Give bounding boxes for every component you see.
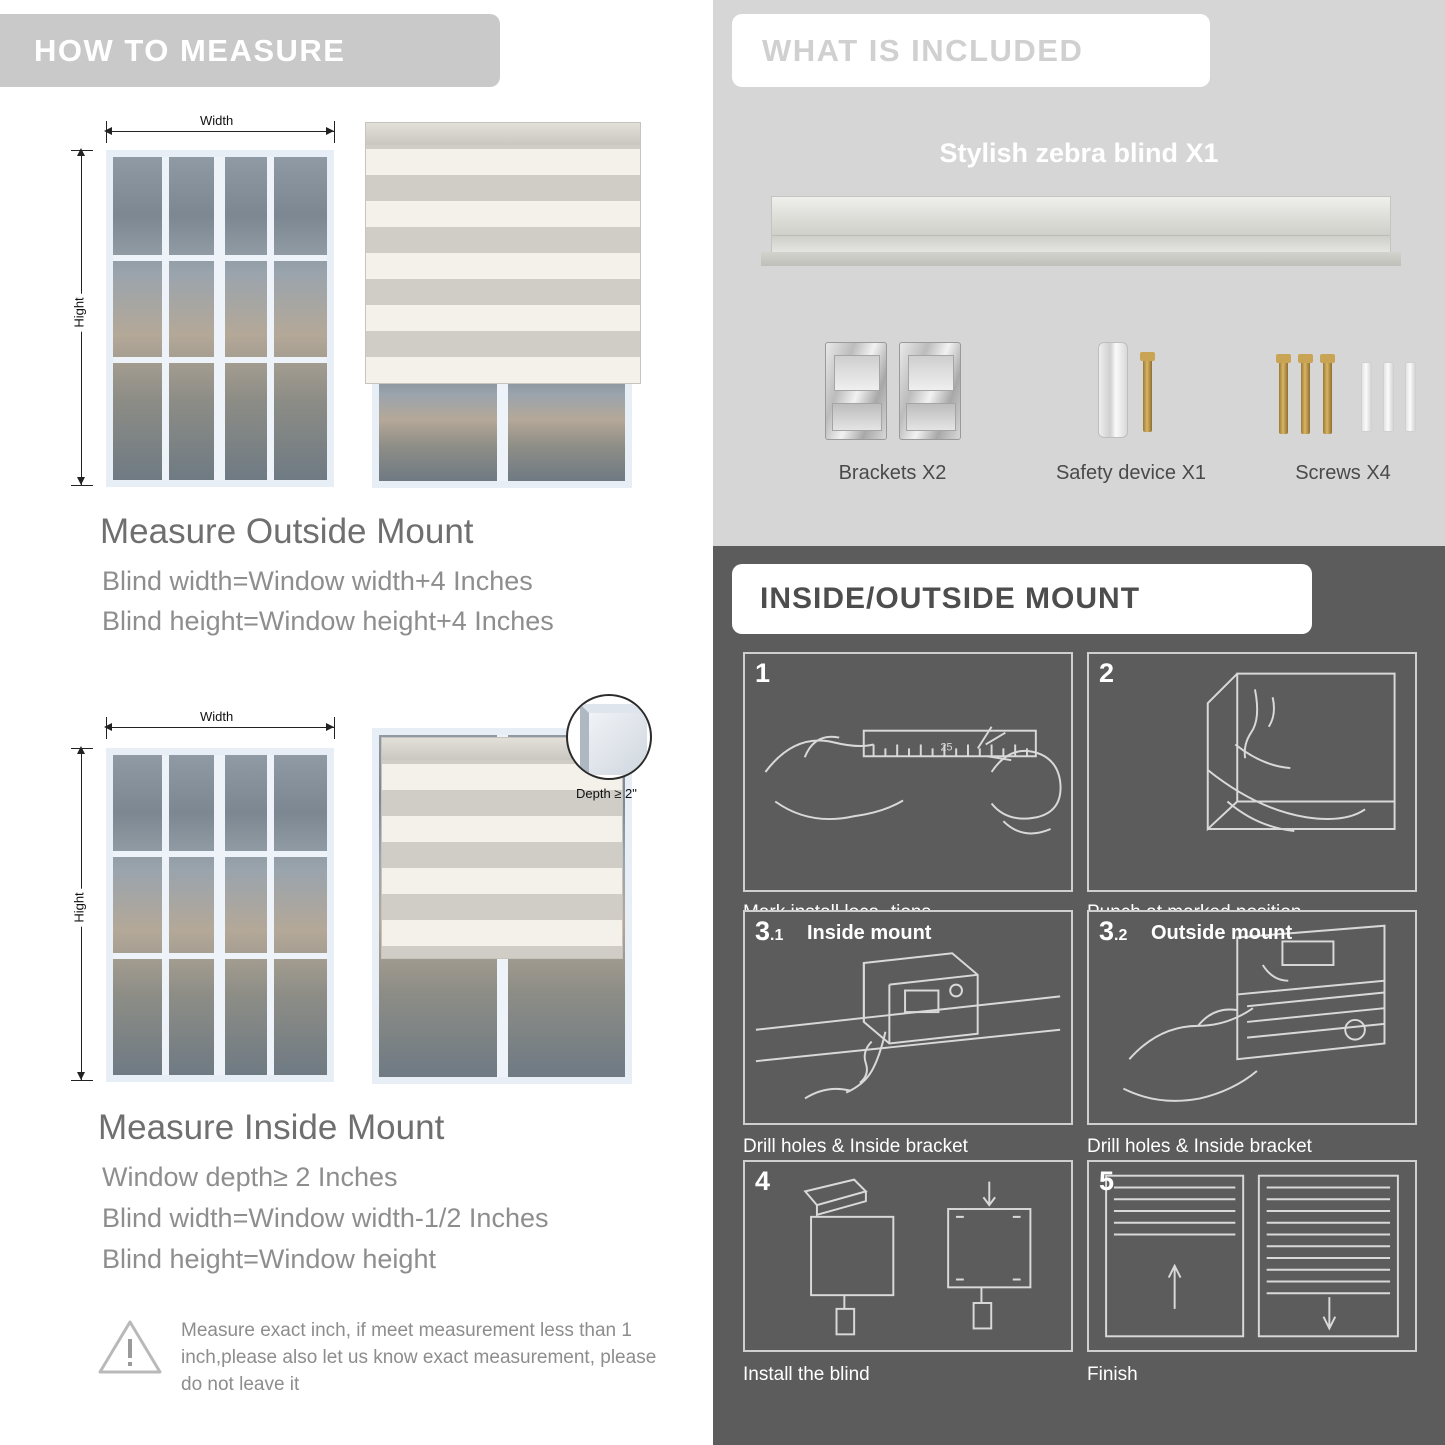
window-mullion-h1 <box>113 255 327 261</box>
part-safety-device <box>1021 330 1241 490</box>
depth-callout-detail <box>580 704 647 775</box>
window-mullion-h2 <box>113 953 327 959</box>
zebra-blind-headrail-illustration <box>761 196 1399 268</box>
step-3-1-number: 3.1 <box>755 916 784 946</box>
depth-callout-circle <box>566 694 652 780</box>
step-5-box <box>1087 1160 1417 1352</box>
step-4-number: 4 <box>755 1166 771 1196</box>
measure-note-text: Measure exact inch, if meet measurement less than 1 inch,please also let us know exact measurement, please do not leave it <box>181 1320 657 1395</box>
inside-width-dim-line <box>106 727 334 728</box>
window-mullion-v2 <box>267 157 274 480</box>
step-3-1-caption: Drill holes & Inside bracket <box>743 1136 968 1157</box>
step-1-sketch <box>745 654 1071 890</box>
inside-height-label: Hight <box>72 888 87 926</box>
warning-icon <box>97 1318 163 1376</box>
step-3-2-box <box>1087 910 1417 1125</box>
step-2-box <box>1087 652 1417 892</box>
screw-head <box>1276 354 1291 363</box>
inside-width-label: Width <box>196 709 237 724</box>
step-3-1 <box>743 910 1073 1190</box>
mount-header-label: INSIDE/OUTSIDE MOUNT <box>760 582 1141 615</box>
inside-width-arrow-right <box>326 723 334 731</box>
window-sash-divider <box>214 157 225 480</box>
outside-mount-title: Measure Outside Mount <box>100 512 474 551</box>
step-5-caption: Finish <box>1087 1364 1138 1385</box>
part-brackets-label: Brackets X2 <box>838 462 947 484</box>
outside-width-tick-right <box>334 121 335 143</box>
step-2-sketch <box>1089 654 1415 890</box>
step-3-2-number: 3.2 <box>1099 916 1128 946</box>
step-2-number: 2 <box>1099 658 1115 688</box>
outside-width-label: Width <box>196 113 237 128</box>
screw-head <box>1320 354 1335 363</box>
wall-anchor-icon-3 <box>1405 362 1416 432</box>
screw-head <box>1140 352 1155 361</box>
window-sash-divider <box>214 755 225 1075</box>
wall-anchor-icon-2 <box>1383 362 1394 432</box>
how-to-measure-column <box>0 0 713 1445</box>
headrail-lip <box>761 252 1401 266</box>
step-1 <box>743 652 1073 932</box>
outside-mount-line-2: Blind height=Window height+4 Inches <box>102 606 554 636</box>
step-3-1-inline-label: Inside mount <box>807 922 932 944</box>
what-is-included-header <box>732 14 1210 87</box>
product-name: Stylish zebra blind X1 <box>939 138 1219 168</box>
inside-mount-line-1: Window depth≥ 2 Inches <box>102 1162 398 1192</box>
step-5-sketch <box>1089 1162 1415 1350</box>
outside-height-tick-top <box>71 150 93 151</box>
window-mullion-v1 <box>162 755 169 1075</box>
blind-headrail <box>366 123 640 145</box>
outside-mount-line-1: Blind width=Window width+4 Inches <box>102 566 533 596</box>
inside-outside-mount-section <box>713 546 1445 1445</box>
outside-height-arrow-down <box>77 477 85 485</box>
window-mullion-h1 <box>113 851 327 857</box>
window-mullion-v1 <box>162 157 169 480</box>
part-screws-label: Screws X4 <box>1295 462 1391 484</box>
step-5-number: 5 <box>1099 1166 1115 1196</box>
screw-icon-3 <box>1323 360 1332 434</box>
window-mullion-v2 <box>267 755 274 1075</box>
step-2 <box>1087 652 1417 932</box>
step-3-2-caption: Drill holes & Inside bracket <box>1087 1136 1312 1157</box>
how-to-measure-header <box>0 14 500 87</box>
safety-device-icon <box>1098 342 1128 438</box>
depth-label: Depth ≥ 2" <box>576 786 637 801</box>
screw-icon-2 <box>1301 360 1310 434</box>
part-brackets <box>765 330 1020 490</box>
wall-anchor-icon-1 <box>1361 362 1372 432</box>
what-is-included-section <box>713 0 1445 546</box>
outside-width-arrow-right <box>326 127 334 135</box>
inside-mount-title: Measure Inside Mount <box>98 1108 445 1147</box>
step-5 <box>1087 1160 1417 1410</box>
outside-height-label: Hight <box>72 293 87 331</box>
screw-icon-1 <box>1279 360 1288 434</box>
inside-height-arrow-down <box>77 1072 85 1080</box>
bracket-1-icon <box>825 342 887 440</box>
parts-list <box>753 330 1413 520</box>
step-4-sketch <box>745 1162 1071 1350</box>
inside-mount-line-2: Blind width=Window width-1/2 Inches <box>102 1203 549 1233</box>
step-1-number: 1 <box>755 658 771 688</box>
bracket-2-icon <box>899 342 961 440</box>
outside-mounted-blind <box>365 122 641 384</box>
screw-head <box>1298 354 1313 363</box>
outside-window-illustration <box>106 150 334 487</box>
how-to-measure-header-label: HOW TO MEASURE <box>34 32 346 68</box>
inside-height-tick-top <box>71 748 93 749</box>
outside-width-dim-line <box>106 131 334 132</box>
outside-width-tick-left <box>106 121 107 143</box>
step-1-box <box>743 652 1073 892</box>
what-is-included-header-label: WHAT IS INCLUDED <box>762 32 1084 68</box>
part-safety-device-label: Safety device X1 <box>1055 462 1207 484</box>
inside-height-tick-bottom <box>71 1080 93 1081</box>
right-column <box>713 0 1445 1445</box>
step-4-box <box>743 1160 1073 1352</box>
step-3-2-inline-label: Outside mount <box>1151 922 1293 944</box>
step-3-2 <box>1087 910 1417 1190</box>
outside-height-tick-bottom <box>71 485 93 486</box>
headrail-bar <box>771 196 1391 254</box>
step-4 <box>743 1160 1073 1410</box>
step-3-1-box <box>743 910 1073 1125</box>
svg-text:25: 25 <box>940 741 953 754</box>
measure-note <box>97 1318 657 1399</box>
part-screws <box>1243 330 1443 490</box>
step-4-caption: Install the blind <box>743 1364 870 1385</box>
inside-window-illustration <box>106 748 334 1082</box>
safety-screw-icon <box>1143 358 1152 432</box>
window-mullion-h2 <box>113 357 327 363</box>
inside-width-tick-left <box>106 717 107 739</box>
inside-width-tick-right <box>334 717 335 739</box>
mount-header <box>732 564 1312 634</box>
inside-mount-line-3: Blind height=Window height <box>102 1244 436 1274</box>
